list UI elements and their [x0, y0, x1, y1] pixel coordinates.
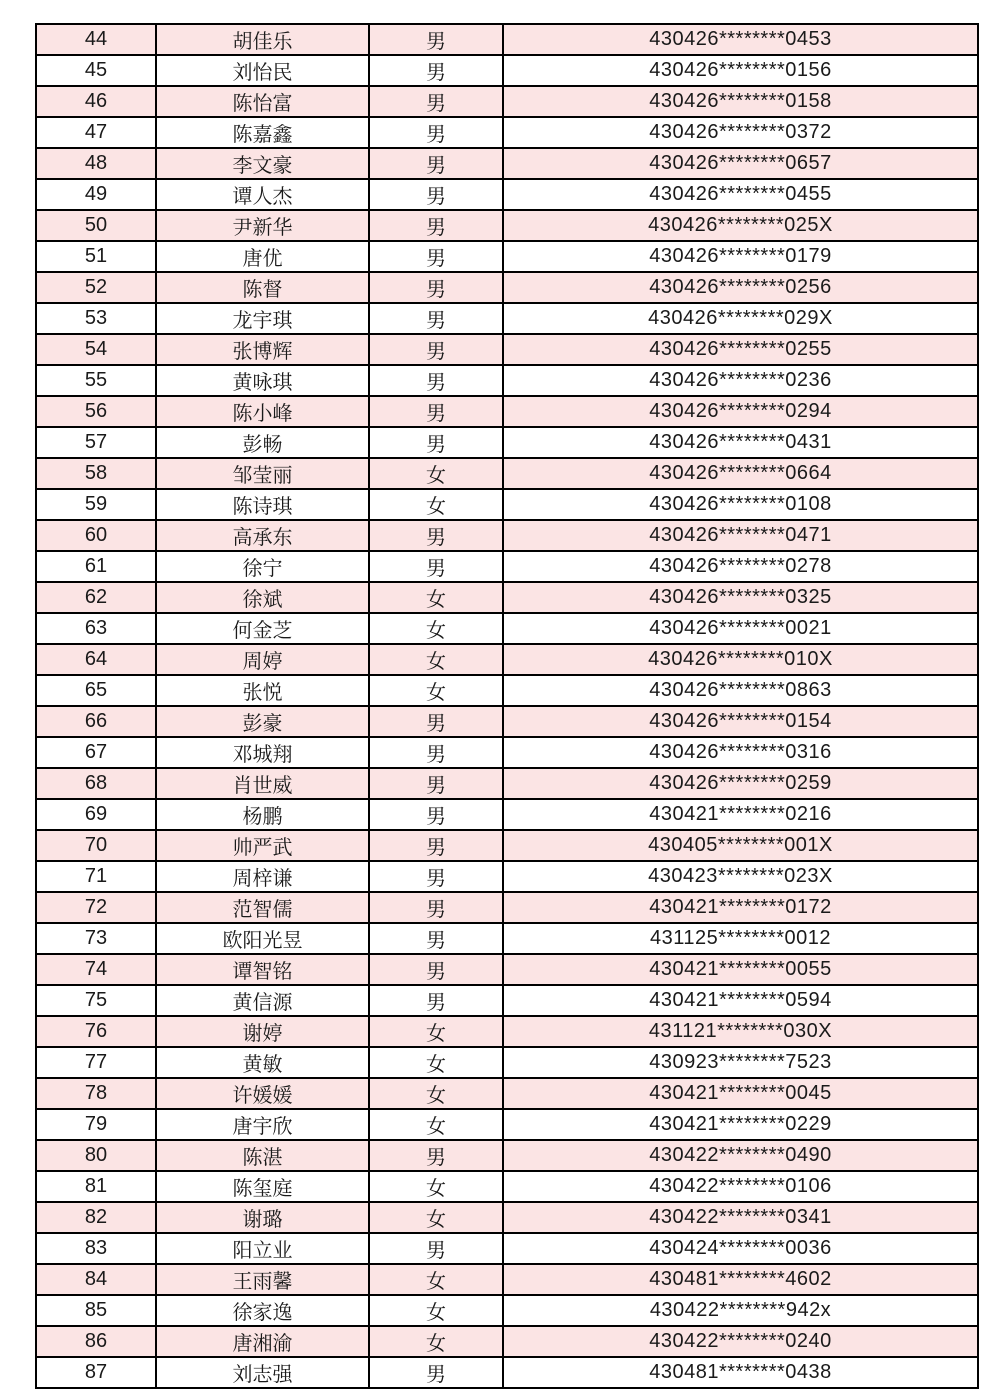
id-number-cell: 430405********001X [503, 830, 978, 861]
row-number-cell: 67 [36, 737, 156, 768]
gender-cell: 男 [369, 830, 503, 861]
gender-cell: 女 [369, 489, 503, 520]
row-number-cell: 53 [36, 303, 156, 334]
name-cell: 谢璐 [156, 1202, 369, 1233]
gender-cell: 女 [369, 582, 503, 613]
row-number-cell: 77 [36, 1047, 156, 1078]
row-number-cell: 86 [36, 1326, 156, 1357]
row-number-cell: 54 [36, 334, 156, 365]
name-cell: 彭畅 [156, 427, 369, 458]
row-number-cell: 76 [36, 1016, 156, 1047]
row-number-cell: 47 [36, 117, 156, 148]
name-cell: 周婷 [156, 644, 369, 675]
gender-cell: 男 [369, 24, 503, 55]
row-number-cell: 65 [36, 675, 156, 706]
name-cell: 龙宇琪 [156, 303, 369, 334]
row-number-cell: 85 [36, 1295, 156, 1326]
gender-cell: 男 [369, 303, 503, 334]
id-number-cell: 430426********025X [503, 210, 978, 241]
table-row [36, 427, 978, 458]
row-number-cell: 59 [36, 489, 156, 520]
id-number-cell: 430422********0106 [503, 1171, 978, 1202]
id-number-cell: 430426********0471 [503, 520, 978, 551]
table-row [36, 1016, 978, 1047]
id-number-cell: 430426********0664 [503, 458, 978, 489]
gender-cell: 男 [369, 923, 503, 954]
name-cell: 张悦 [156, 675, 369, 706]
row-number-cell: 72 [36, 892, 156, 923]
gender-cell: 男 [369, 148, 503, 179]
row-number-cell: 80 [36, 1140, 156, 1171]
id-number-cell: 430426********0156 [503, 55, 978, 86]
table-row [36, 923, 978, 954]
row-number-cell: 73 [36, 923, 156, 954]
id-number-cell: 430421********0216 [503, 799, 978, 830]
row-number-cell: 87 [36, 1357, 156, 1388]
id-number-cell: 430421********0045 [503, 1078, 978, 1109]
table-row [36, 706, 978, 737]
table-row [36, 1140, 978, 1171]
row-number-cell: 79 [36, 1109, 156, 1140]
row-number-cell: 57 [36, 427, 156, 458]
row-number-cell: 56 [36, 396, 156, 427]
name-cell: 谢婷 [156, 1016, 369, 1047]
table-row [36, 148, 978, 179]
name-cell: 陈嘉鑫 [156, 117, 369, 148]
table-row [36, 55, 978, 86]
table-row [36, 396, 978, 427]
table-row [36, 1264, 978, 1295]
gender-cell: 男 [369, 1357, 503, 1388]
row-number-cell: 45 [36, 55, 156, 86]
name-cell: 彭豪 [156, 706, 369, 737]
row-number-cell: 68 [36, 768, 156, 799]
id-number-cell: 430426********0372 [503, 117, 978, 148]
row-number-cell: 58 [36, 458, 156, 489]
table-row [36, 1326, 978, 1357]
row-number-cell: 82 [36, 1202, 156, 1233]
table-row [36, 985, 978, 1016]
gender-cell: 男 [369, 55, 503, 86]
name-cell: 许媛媛 [156, 1078, 369, 1109]
gender-cell: 女 [369, 1078, 503, 1109]
id-number-cell: 430426********0294 [503, 396, 978, 427]
row-number-cell: 63 [36, 613, 156, 644]
id-number-cell: 431125********0012 [503, 923, 978, 954]
name-cell: 黄咏琪 [156, 365, 369, 396]
id-number-cell: 430426********0259 [503, 768, 978, 799]
table-row [36, 1171, 978, 1202]
gender-cell: 男 [369, 520, 503, 551]
row-number-cell: 60 [36, 520, 156, 551]
name-cell: 刘怡民 [156, 55, 369, 86]
name-cell: 张博辉 [156, 334, 369, 365]
gender-cell: 男 [369, 272, 503, 303]
name-cell: 徐家逸 [156, 1295, 369, 1326]
gender-cell: 女 [369, 1264, 503, 1295]
id-number-cell: 430426********0154 [503, 706, 978, 737]
table-row [36, 1078, 978, 1109]
id-number-cell: 430426********010X [503, 644, 978, 675]
name-cell: 陈诗琪 [156, 489, 369, 520]
gender-cell: 男 [369, 334, 503, 365]
row-number-cell: 69 [36, 799, 156, 830]
gender-cell: 女 [369, 1202, 503, 1233]
id-number-cell: 430422********0341 [503, 1202, 978, 1233]
name-cell: 陈湛 [156, 1140, 369, 1171]
id-number-cell: 430426********0455 [503, 179, 978, 210]
name-cell: 陈怡富 [156, 86, 369, 117]
id-number-cell: 430422********0240 [503, 1326, 978, 1357]
gender-cell: 女 [369, 675, 503, 706]
name-cell: 杨鹏 [156, 799, 369, 830]
gender-cell: 男 [369, 396, 503, 427]
id-number-cell: 430923********7523 [503, 1047, 978, 1078]
table-row [36, 768, 978, 799]
row-number-cell: 78 [36, 1078, 156, 1109]
gender-cell: 男 [369, 365, 503, 396]
gender-cell: 女 [369, 644, 503, 675]
row-number-cell: 84 [36, 1264, 156, 1295]
table-row [36, 272, 978, 303]
name-cell: 胡佳乐 [156, 24, 369, 55]
gender-cell: 女 [369, 1109, 503, 1140]
table-row [36, 1047, 978, 1078]
row-number-cell: 75 [36, 985, 156, 1016]
gender-cell: 男 [369, 210, 503, 241]
id-number-cell: 431121********030X [503, 1016, 978, 1047]
table-row [36, 489, 978, 520]
name-cell: 陈玺庭 [156, 1171, 369, 1202]
table-row [36, 1357, 978, 1388]
name-cell: 王雨馨 [156, 1264, 369, 1295]
id-number-cell: 430426********0431 [503, 427, 978, 458]
table-row [36, 24, 978, 55]
gender-cell: 女 [369, 1326, 503, 1357]
id-number-cell: 430481********0438 [503, 1357, 978, 1388]
row-number-cell: 49 [36, 179, 156, 210]
name-cell: 黄敏 [156, 1047, 369, 1078]
gender-cell: 男 [369, 1140, 503, 1171]
row-number-cell: 64 [36, 644, 156, 675]
table-row [36, 1295, 978, 1326]
table-row [36, 520, 978, 551]
gender-cell: 男 [369, 86, 503, 117]
table-row [36, 334, 978, 365]
id-number-cell: 430426********0236 [503, 365, 978, 396]
id-number-cell: 430426********0021 [503, 613, 978, 644]
row-number-cell: 70 [36, 830, 156, 861]
id-number-cell: 430424********0036 [503, 1233, 978, 1264]
gender-cell: 男 [369, 954, 503, 985]
id-number-cell: 430426********0863 [503, 675, 978, 706]
name-cell: 陈小峰 [156, 396, 369, 427]
row-number-cell: 74 [36, 954, 156, 985]
table-row [36, 303, 978, 334]
table-row [36, 117, 978, 148]
name-cell: 徐宁 [156, 551, 369, 582]
id-number-cell: 430422********942x [503, 1295, 978, 1326]
gender-cell: 男 [369, 768, 503, 799]
gender-cell: 女 [369, 1295, 503, 1326]
row-number-cell: 52 [36, 272, 156, 303]
gender-cell: 男 [369, 1233, 503, 1264]
table-row [36, 954, 978, 985]
name-cell: 唐湘渝 [156, 1326, 369, 1357]
name-cell: 谭智铭 [156, 954, 369, 985]
table-row [36, 892, 978, 923]
gender-cell: 男 [369, 861, 503, 892]
table-row [36, 210, 978, 241]
name-cell: 刘志强 [156, 1357, 369, 1388]
name-cell: 谭人杰 [156, 179, 369, 210]
name-cell: 邹莹丽 [156, 458, 369, 489]
id-number-cell: 430426********0108 [503, 489, 978, 520]
name-cell: 徐斌 [156, 582, 369, 613]
table-row [36, 241, 978, 272]
table-row [36, 644, 978, 675]
gender-cell: 男 [369, 737, 503, 768]
id-number-cell: 430426********0255 [503, 334, 978, 365]
row-number-cell: 55 [36, 365, 156, 396]
name-cell: 陈督 [156, 272, 369, 303]
id-number-cell: 430426********0278 [503, 551, 978, 582]
row-number-cell: 62 [36, 582, 156, 613]
gender-cell: 男 [369, 551, 503, 582]
table-row [36, 675, 978, 706]
row-number-cell: 66 [36, 706, 156, 737]
name-cell: 邓城翔 [156, 737, 369, 768]
id-number-cell: 430426********0657 [503, 148, 978, 179]
id-number-cell: 430426********0453 [503, 24, 978, 55]
id-number-cell: 430481********4602 [503, 1264, 978, 1295]
id-number-cell: 430426********0179 [503, 241, 978, 272]
id-number-cell: 430426********0316 [503, 737, 978, 768]
table-row [36, 86, 978, 117]
gender-cell: 男 [369, 427, 503, 458]
name-cell: 帅严武 [156, 830, 369, 861]
name-cell: 欧阳光昱 [156, 923, 369, 954]
row-number-cell: 61 [36, 551, 156, 582]
gender-cell: 女 [369, 1047, 503, 1078]
row-number-cell: 71 [36, 861, 156, 892]
id-number-cell: 430421********0594 [503, 985, 978, 1016]
id-number-cell: 430426********0256 [503, 272, 978, 303]
gender-cell: 女 [369, 1171, 503, 1202]
row-number-cell: 50 [36, 210, 156, 241]
table-row [36, 1202, 978, 1233]
id-number-cell: 430426********029X [503, 303, 978, 334]
table-row [36, 179, 978, 210]
row-number-cell: 46 [36, 86, 156, 117]
name-cell: 何金芝 [156, 613, 369, 644]
gender-cell: 女 [369, 458, 503, 489]
id-number-cell: 430421********0172 [503, 892, 978, 923]
table-row [36, 861, 978, 892]
row-number-cell: 44 [36, 24, 156, 55]
table-row [36, 551, 978, 582]
table-row [36, 582, 978, 613]
name-cell: 周梓谦 [156, 861, 369, 892]
gender-cell: 男 [369, 241, 503, 272]
id-number-cell: 430421********0229 [503, 1109, 978, 1140]
table-row [36, 830, 978, 861]
id-number-cell: 430422********0490 [503, 1140, 978, 1171]
gender-cell: 女 [369, 613, 503, 644]
gender-cell: 女 [369, 1016, 503, 1047]
id-number-cell: 430426********0325 [503, 582, 978, 613]
name-cell: 肖世威 [156, 768, 369, 799]
name-cell: 李文豪 [156, 148, 369, 179]
id-number-cell: 430421********0055 [503, 954, 978, 985]
table-row [36, 799, 978, 830]
row-number-cell: 51 [36, 241, 156, 272]
table-row [36, 1233, 978, 1264]
name-cell: 尹新华 [156, 210, 369, 241]
row-number-cell: 81 [36, 1171, 156, 1202]
name-cell: 范智儒 [156, 892, 369, 923]
name-cell: 高承东 [156, 520, 369, 551]
name-cell: 唐宇欣 [156, 1109, 369, 1140]
roster-table [35, 23, 979, 1389]
gender-cell: 男 [369, 892, 503, 923]
gender-cell: 男 [369, 179, 503, 210]
table-row [36, 1109, 978, 1140]
row-number-cell: 83 [36, 1233, 156, 1264]
name-cell: 阳立业 [156, 1233, 369, 1264]
gender-cell: 男 [369, 799, 503, 830]
table-row [36, 365, 978, 396]
id-number-cell: 430423********023X [503, 861, 978, 892]
table-row [36, 458, 978, 489]
table-row [36, 613, 978, 644]
table-row [36, 737, 978, 768]
gender-cell: 男 [369, 985, 503, 1016]
name-cell: 唐优 [156, 241, 369, 272]
roster-table-body [36, 24, 978, 1388]
row-number-cell: 48 [36, 148, 156, 179]
gender-cell: 男 [369, 706, 503, 737]
name-cell: 黄信源 [156, 985, 369, 1016]
id-number-cell: 430426********0158 [503, 86, 978, 117]
gender-cell: 男 [369, 117, 503, 148]
